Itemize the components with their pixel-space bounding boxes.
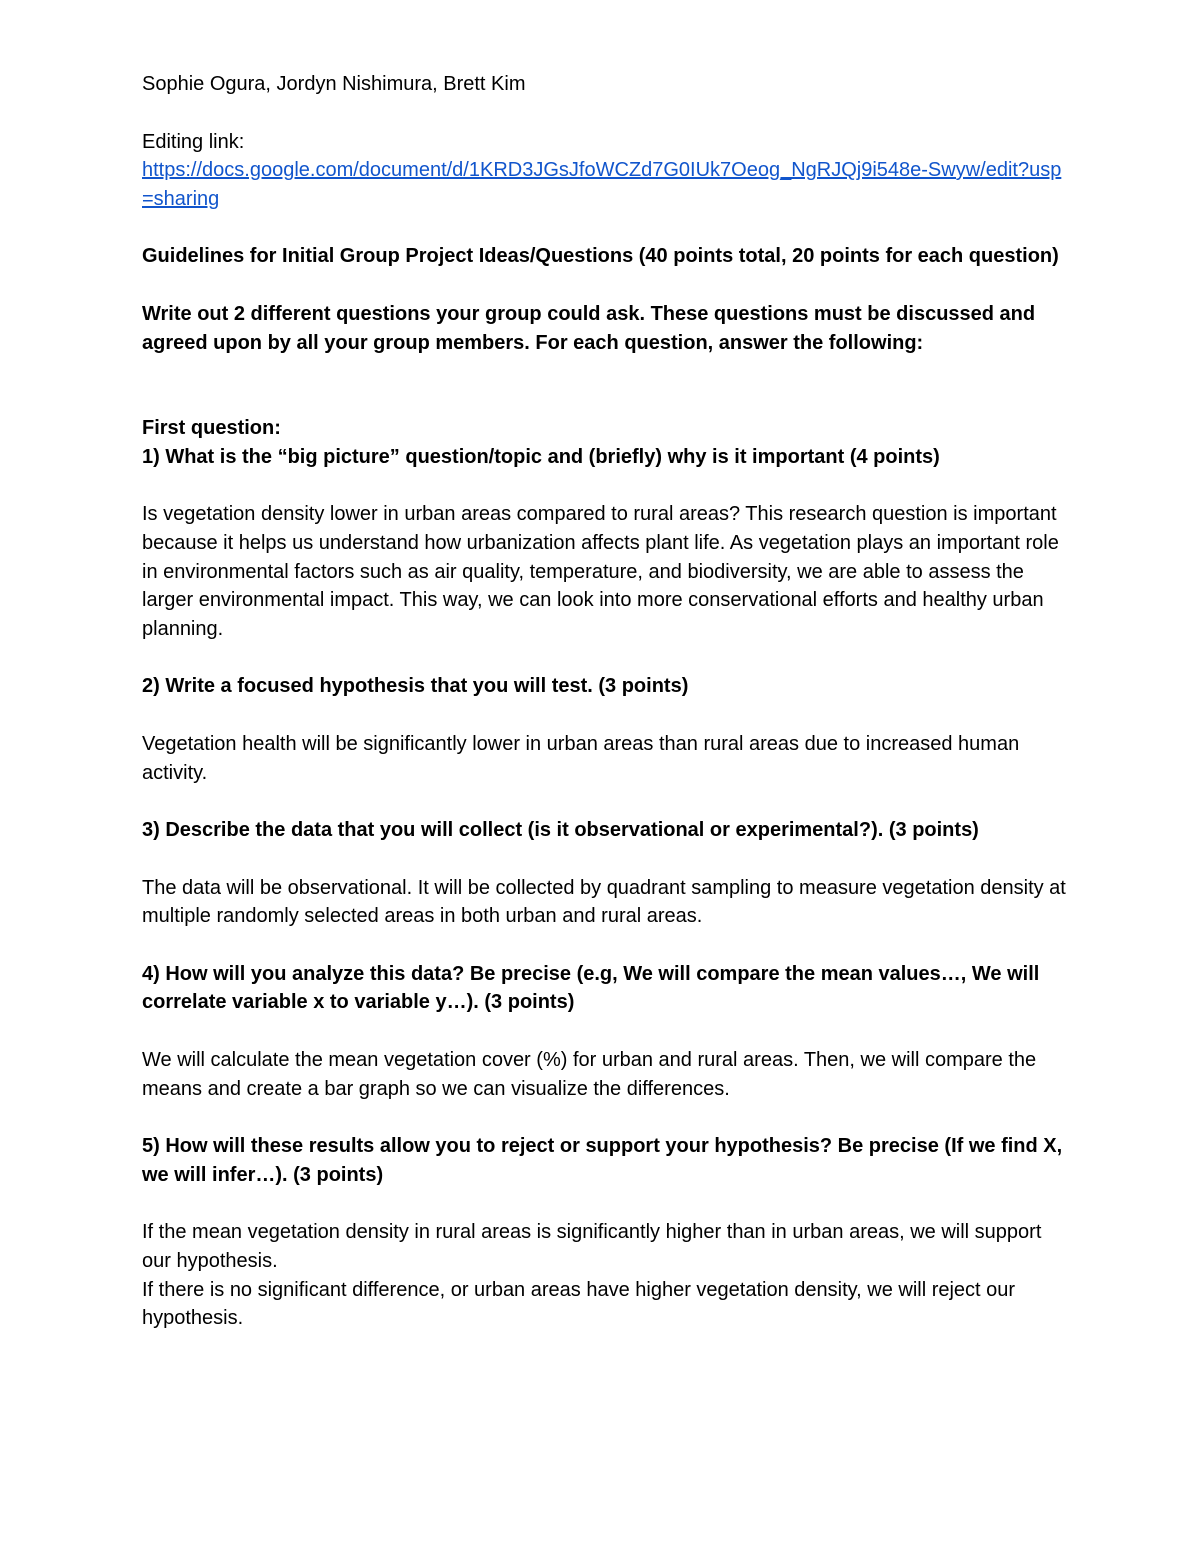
authors-line: Sophie Ogura, Jordyn Nishimura, Brett Kim xyxy=(142,73,526,95)
question-3-prompt: 3) Describe the data that you will collect (is it observational or experimental?). (3 points) xyxy=(142,819,979,842)
question-4-answer: We will calculate the mean vegetation cover (%) for urban and rural areas. Then, we will compare the means and create a bar graph so we can visualize the differences. xyxy=(142,1049,1037,1100)
question-5-prompt: 5) How will these results allow you to reject or support your hypothesis? Be precise (If we find X, we will infer…). (3 points) xyxy=(142,1135,1063,1186)
question-2-answer: Vegetation health will be significantly lower in urban areas than rural areas due to increased human activity. xyxy=(142,732,1020,784)
question-1-prompt: 1) What is the “big picture” question/topic and (briefly) why is it important (4 points) xyxy=(142,445,940,468)
instructions-paragraph: Write out 2 different questions your group could ask. These questions must be discussed and agreed upon by all your group members. For each question, answer the following: xyxy=(142,302,1036,354)
guidelines-heading: Guidelines for Initial Group Project Ideas/Questions (40 points total, 20 points for each question) xyxy=(142,245,1059,268)
question-3-answer: The data will be observational. It will be collected by quadrant sampling to measure vegetation density at multiple randomly selected areas in both urban and rural areas. xyxy=(142,876,1066,928)
document-page xyxy=(142,70,1072,1333)
editing-link[interactable]: https://docs.google.com/document/d/1KRD3JGsJfoWCZd7G0IUk7Oeog_NgRJQj9i548e-Swyw/edit?usp=sharing xyxy=(142,159,1062,210)
editing-link-paragraph xyxy=(142,156,1072,213)
question-5-answer: If the mean vegetation density in rural areas is significantly higher than in urban areas, we will support our hypothesis. xyxy=(142,1221,1042,1273)
editing-link-label: Editing link: xyxy=(142,130,245,153)
question-5-answer-extra: If there is no significant difference, or urban areas have higher vegetation density, we will reject our hypothesis. xyxy=(142,1278,1016,1330)
first-question-label: First question: xyxy=(142,417,281,440)
question-1-answer: Is vegetation density lower in urban areas compared to rural areas? This research question is important because it helps us understand how urbanization affects plant life. As vegetation plays an important role in environmental factors such as air quality, temperature, and biodiversity, we are able to assess the larger environmental impact. This way, we can look into more conservational efforts and healthy urban planning. xyxy=(142,503,1059,640)
question-2-prompt: 2) Write a focused hypothesis that you will test. (3 points) xyxy=(142,675,689,698)
question-4-prompt: 4) How will you analyze this data? Be precise (e.g, We will compare the mean values…, We will correlate variable x to variable y…). (3 points) xyxy=(142,962,1040,1014)
